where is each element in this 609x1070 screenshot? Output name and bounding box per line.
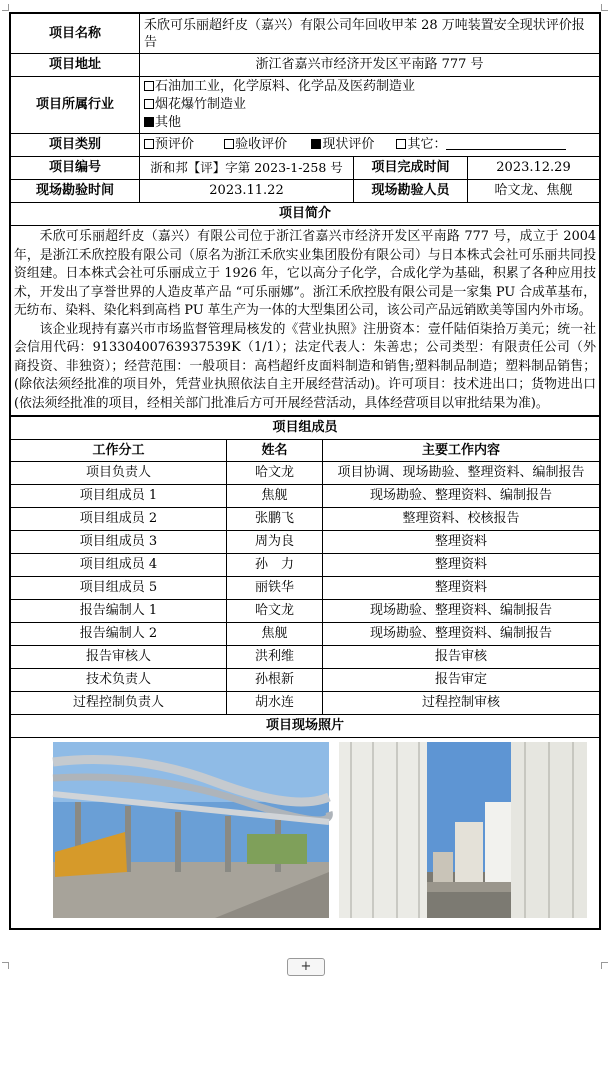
member-work: 过程控制审核 bbox=[323, 692, 600, 715]
checkbox-icon bbox=[224, 139, 234, 149]
member-role: 报告审核人 bbox=[11, 646, 227, 669]
industry-option[interactable] bbox=[144, 114, 595, 132]
document-page bbox=[9, 12, 601, 930]
industry-label: 项目所属行业 bbox=[11, 77, 140, 134]
member-work: 报告审核 bbox=[323, 646, 600, 669]
category-option[interactable] bbox=[144, 137, 194, 152]
member-name: 孙 力 bbox=[227, 554, 323, 577]
table-row bbox=[11, 669, 600, 692]
member-name: 张鹏飞 bbox=[227, 508, 323, 531]
checkbox-icon bbox=[396, 139, 406, 149]
corner-mark bbox=[2, 962, 9, 969]
add-button[interactable]: + bbox=[287, 958, 325, 976]
site-photo-tanks bbox=[339, 742, 587, 918]
checkbox-checked-icon bbox=[144, 117, 154, 127]
project-number-label: 项目编号 bbox=[11, 157, 140, 180]
member-role: 报告编制人 2 bbox=[11, 623, 227, 646]
table-row bbox=[11, 692, 600, 715]
site-photo-pipes bbox=[53, 742, 329, 918]
survey-time-label: 现场勘验时间 bbox=[11, 180, 140, 203]
corner-mark bbox=[601, 962, 608, 969]
table-row bbox=[11, 485, 600, 508]
category-option-label: 其它： bbox=[407, 137, 447, 152]
site-photos bbox=[15, 742, 597, 918]
member-work: 报告审定 bbox=[323, 669, 600, 692]
column-header-role: 工作分工 bbox=[11, 440, 227, 462]
basic-info-table bbox=[10, 13, 600, 416]
member-role: 过程控制负责人 bbox=[11, 692, 227, 715]
table-row bbox=[11, 554, 600, 577]
member-role: 项目组成员 4 bbox=[11, 554, 227, 577]
member-name: 孙根新 bbox=[227, 669, 323, 692]
project-name-label: 项目名称 bbox=[11, 14, 140, 54]
project-address-value: 浙江省嘉兴市经济开发区平南路 777 号 bbox=[140, 54, 600, 77]
intro-paragraph-1: 禾欣可乐丽超纤皮（嘉兴）有限公司位于浙江省嘉兴市经济开发区平南路 777 号，成立于 2004 年，是浙江禾欣控股有限公司（原名为浙江禾欣实业集团股份有限公司）与日本株式会社可乐丽共同投资组建。日本株式会社可乐丽成立于 1926 年，它以高分子化学，合成化学为基础，积累了各种应用技术，开发出了享誉世界的人造皮革产品 “可乐丽娜”。浙江禾欣控股有限公司是一家集 PU 合成革基布，无纺布、染料、染化料到高档 PU 革生产为一体的大型集团公司，该公司产品远销欧美等国内外市场。 bbox=[14, 229, 596, 318]
table-row bbox=[11, 462, 600, 485]
member-name: 哈文龙 bbox=[227, 462, 323, 485]
member-work: 项目协调、现场勘验、整理资料、编制报告 bbox=[323, 462, 600, 485]
table-row bbox=[11, 577, 600, 600]
category-label: 项目类别 bbox=[11, 134, 140, 157]
complete-time-value: 2023.12.29 bbox=[468, 157, 600, 180]
member-work: 整理资料 bbox=[323, 577, 600, 600]
checkbox-icon bbox=[144, 99, 154, 109]
member-work: 整理资料 bbox=[323, 531, 600, 554]
category-option[interactable] bbox=[224, 137, 287, 152]
member-work: 现场勘验、整理资料、编制报告 bbox=[323, 623, 600, 646]
member-role: 报告编制人 1 bbox=[11, 600, 227, 623]
photos-title: 项目现场照片 bbox=[11, 715, 600, 738]
photos-cell bbox=[11, 738, 600, 929]
member-role: 项目组成员 1 bbox=[11, 485, 227, 508]
table-row bbox=[11, 623, 600, 646]
industry-option-label: 烟花爆竹制造业 bbox=[155, 97, 247, 112]
member-role: 项目组成员 3 bbox=[11, 531, 227, 554]
project-address-label: 项目地址 bbox=[11, 54, 140, 77]
member-role: 项目负责人 bbox=[11, 462, 227, 485]
column-header-name: 姓名 bbox=[227, 440, 323, 462]
project-number-value: 浙和邦【评】字第 2023-1-258 号 bbox=[140, 157, 354, 180]
category-option[interactable] bbox=[311, 137, 374, 152]
intro-paragraph-2: 该企业现持有嘉兴市市场监督管理局核发的《营业执照》注册资本：壹仟陆佰柒拾万美元；统一社会信用代码：91330400763937539K（1/1）；法定代表人：朱善忠；公司类型：有限责任公司（外商投资、非独资）；经营范围：一般项目：高档超纤皮面料制造和销售;塑料制品制造；塑料制品销售；(除依法须经批准的项目外，凭营业执照依法自主开展经营活动)。许可项目：技术进出口；货物进出口(依法须经批准的项目，经相关部门批准后方可开展经营活动，具体经营项目以审批结果为准)。 bbox=[14, 321, 596, 411]
member-work: 现场勘验、整理资料、编制报告 bbox=[323, 600, 600, 623]
industry-option[interactable] bbox=[144, 78, 595, 96]
table-row bbox=[11, 646, 600, 669]
member-work: 整理资料、校核报告 bbox=[323, 508, 600, 531]
table-row bbox=[11, 508, 600, 531]
checkbox-icon bbox=[144, 139, 154, 149]
member-name: 丽铁华 bbox=[227, 577, 323, 600]
corner-mark bbox=[2, 4, 9, 11]
member-role: 技术负责人 bbox=[11, 669, 227, 692]
category-options bbox=[140, 134, 600, 157]
member-name: 哈文龙 bbox=[227, 600, 323, 623]
checkbox-icon bbox=[144, 81, 154, 91]
member-work: 现场勘验、整理资料、编制报告 bbox=[323, 485, 600, 508]
checkbox-checked-icon bbox=[311, 139, 321, 149]
intro-content bbox=[11, 226, 600, 416]
industry-options bbox=[140, 77, 600, 134]
table-row bbox=[11, 600, 600, 623]
category-option[interactable] bbox=[396, 137, 566, 152]
table-row bbox=[11, 531, 600, 554]
industry-option[interactable] bbox=[144, 96, 595, 114]
member-name: 焦舰 bbox=[227, 623, 323, 646]
member-name: 胡水连 bbox=[227, 692, 323, 715]
survey-staff-label: 现场勘验人员 bbox=[354, 180, 468, 203]
members-table bbox=[10, 416, 600, 929]
survey-time-value: 2023.11.22 bbox=[140, 180, 354, 203]
category-option-label: 验收评价 bbox=[235, 137, 288, 152]
survey-staff-value: 哈文龙、焦舰 bbox=[468, 180, 600, 203]
category-option-label: 预评价 bbox=[155, 137, 195, 152]
member-work: 整理资料 bbox=[323, 554, 600, 577]
industry-option-label: 石油加工业，化学原料、化学品及医药制造业 bbox=[155, 79, 416, 94]
member-name: 周为良 bbox=[227, 531, 323, 554]
intro-title: 项目简介 bbox=[11, 203, 600, 226]
category-option-label: 现状评价 bbox=[322, 137, 375, 152]
industry-option-label: 其他 bbox=[155, 115, 182, 130]
member-role: 项目组成员 5 bbox=[11, 577, 227, 600]
corner-mark bbox=[601, 4, 608, 11]
project-name-value: 禾欣可乐丽超纤皮（嘉兴）有限公司年回收甲苯 28 万吨装置安全现状评价报告 bbox=[140, 14, 600, 54]
complete-time-label: 项目完成时间 bbox=[354, 157, 468, 180]
member-role: 项目组成员 2 bbox=[11, 508, 227, 531]
members-title: 项目组成员 bbox=[11, 417, 600, 440]
other-blank-line bbox=[446, 137, 566, 150]
member-name: 洪利维 bbox=[227, 646, 323, 669]
column-header-work: 主要工作内容 bbox=[323, 440, 600, 462]
member-name: 焦舰 bbox=[227, 485, 323, 508]
